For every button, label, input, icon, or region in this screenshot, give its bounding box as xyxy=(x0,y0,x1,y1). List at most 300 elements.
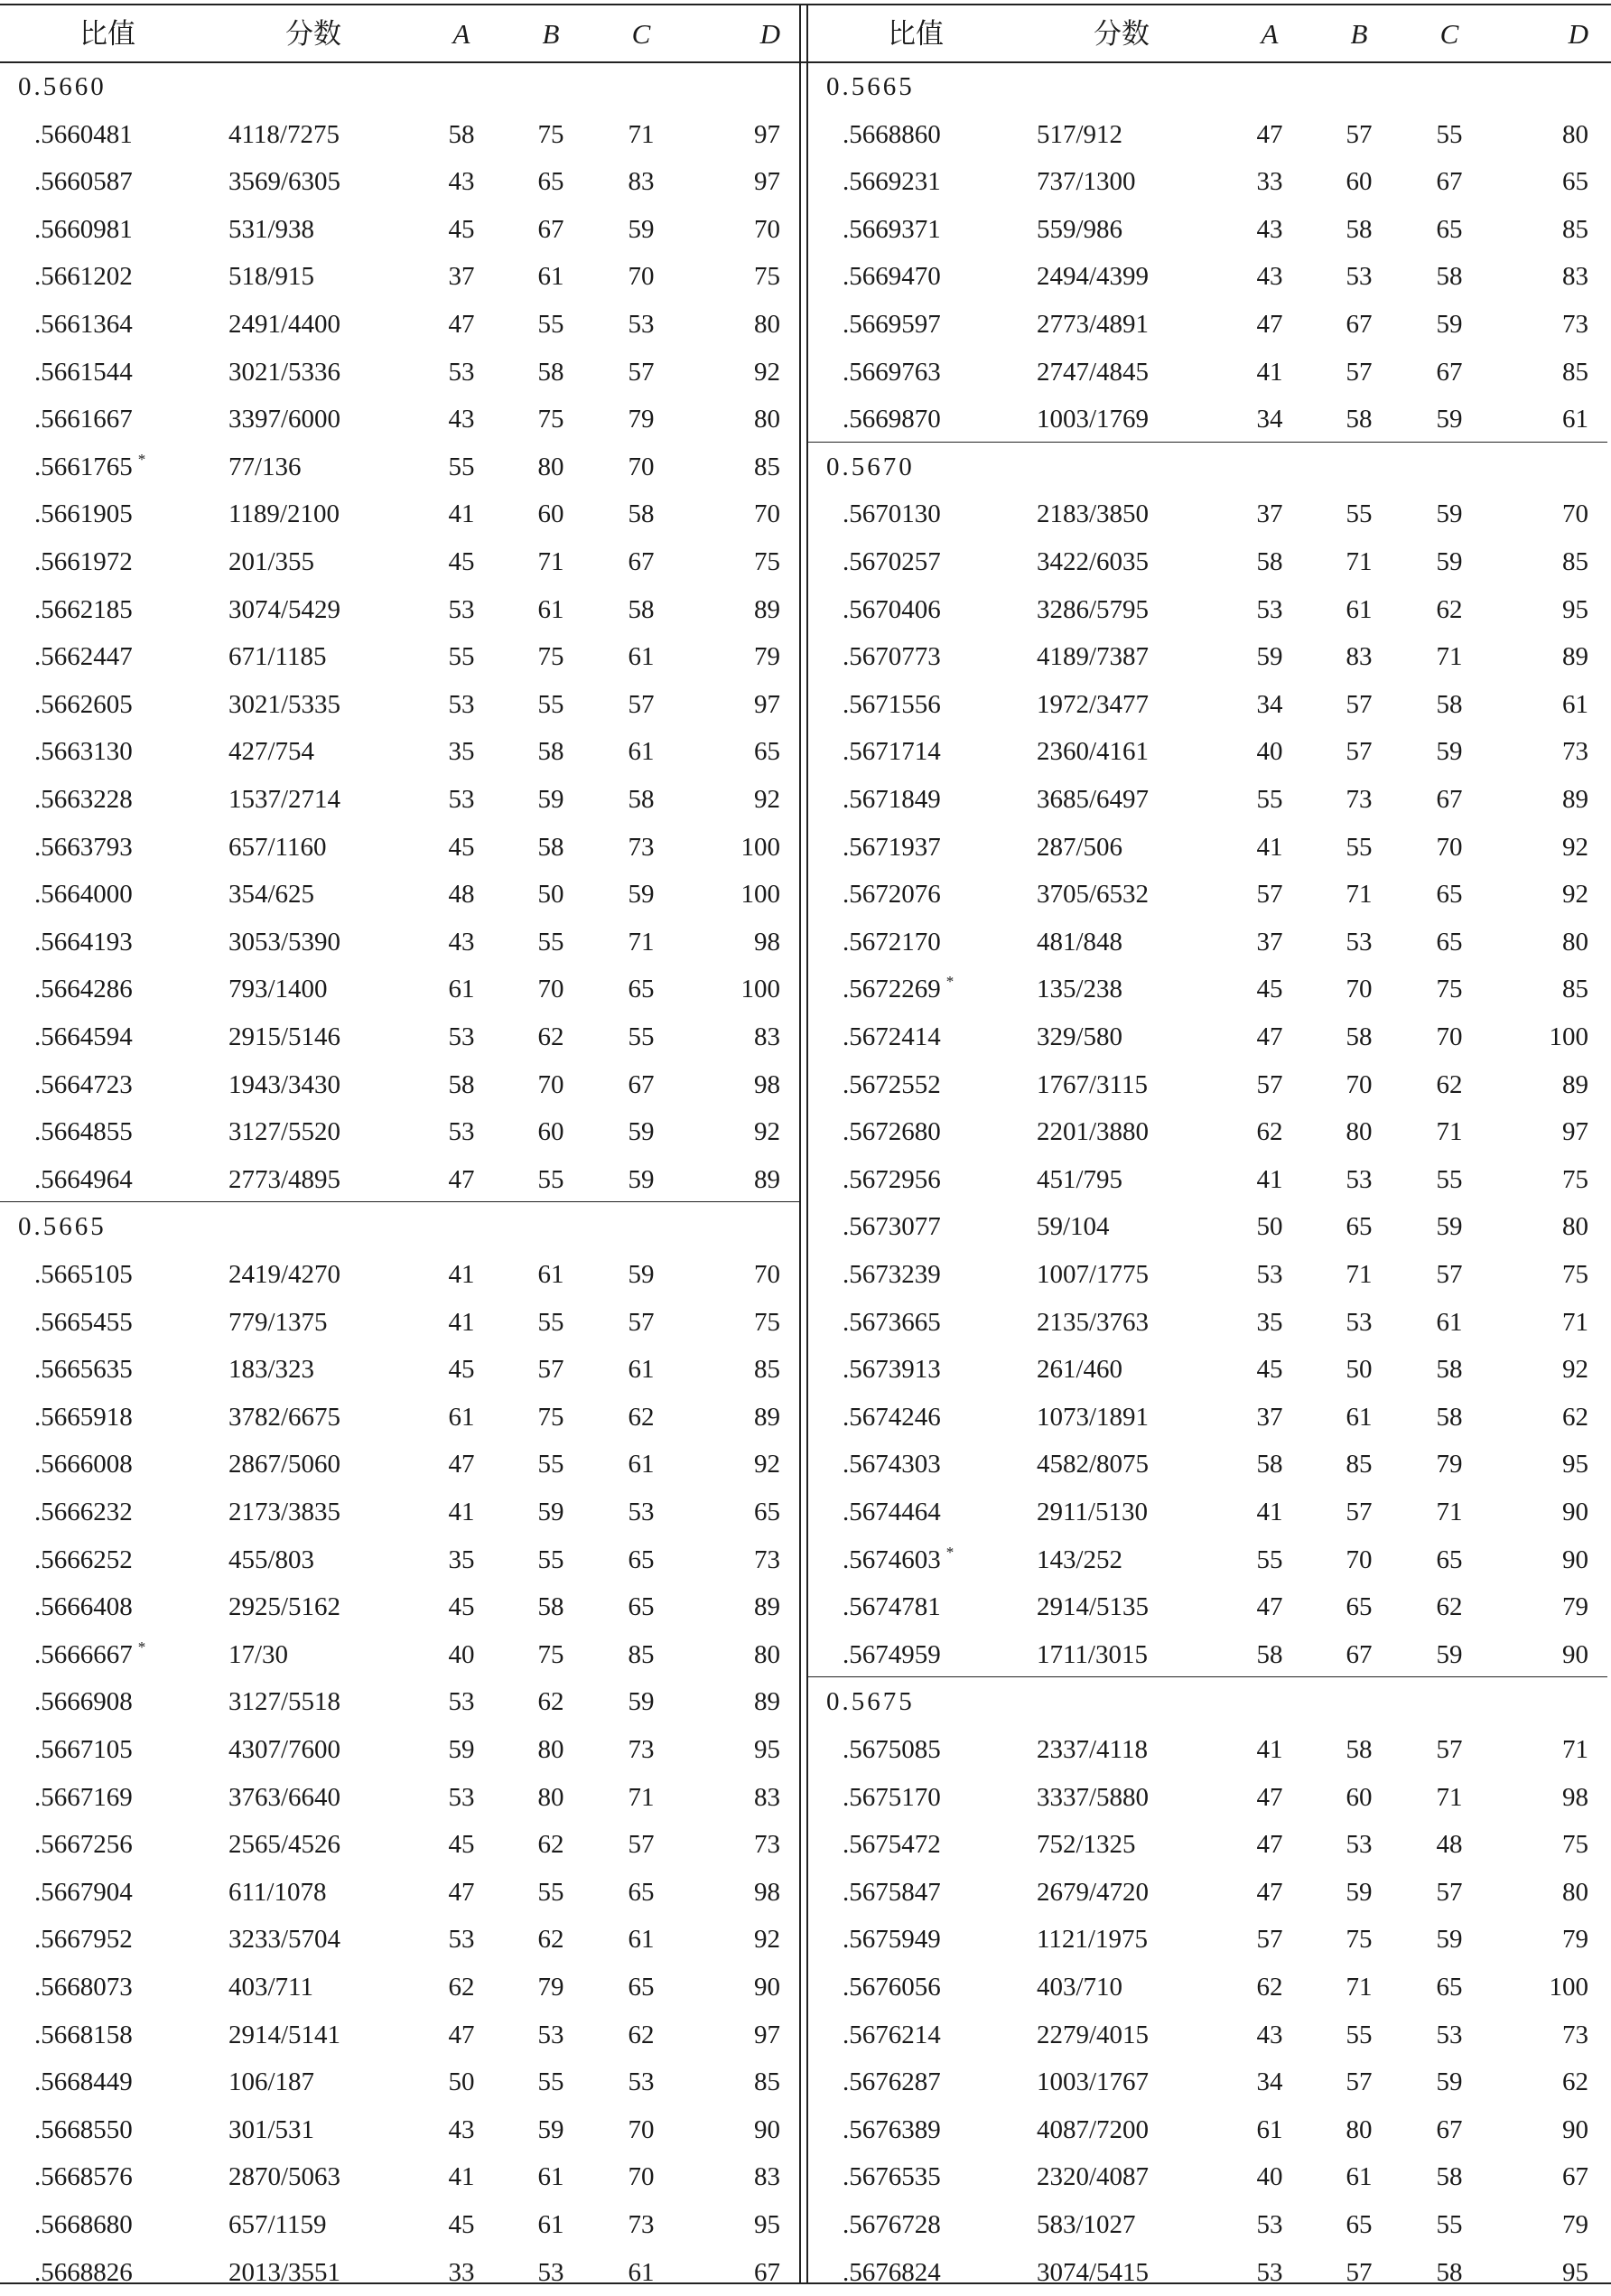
a-value: 47 xyxy=(1256,310,1283,339)
b-value: 70 xyxy=(1346,1545,1373,1574)
ratio-value xyxy=(843,538,941,585)
d-value: 70 xyxy=(754,1260,780,1289)
ratio-text: .5676535 xyxy=(843,2162,941,2191)
ratio-text: .5672269 xyxy=(843,975,941,1003)
ratio-value xyxy=(843,206,941,253)
ratio-value xyxy=(34,490,133,537)
d-value: 70 xyxy=(1562,499,1588,528)
ratio-text: .5666008 xyxy=(34,1450,133,1479)
a-value: 45 xyxy=(448,833,475,862)
c-value: 59 xyxy=(1436,405,1463,434)
fraction-value: 518/915 xyxy=(228,262,315,291)
d-value: 97 xyxy=(754,167,780,196)
d-value: 92 xyxy=(754,1117,780,1146)
fraction-value: 3337/5880 xyxy=(1037,1783,1150,1812)
header-ratio: 比值 xyxy=(888,18,944,50)
b-value: 57 xyxy=(1346,737,1373,766)
ratio-value xyxy=(843,301,941,348)
d-value: 75 xyxy=(754,262,780,291)
c-value: 65 xyxy=(628,1878,655,1907)
ratio-text: .5675949 xyxy=(843,1925,941,1954)
ratio-value xyxy=(843,490,941,537)
ratio-text: .5667904 xyxy=(34,1878,133,1907)
ratio-text: .5672076 xyxy=(843,880,941,909)
ratio-value xyxy=(843,2011,941,2058)
fraction-value: 4118/7275 xyxy=(228,120,340,149)
c-value: 67 xyxy=(1436,785,1463,814)
fraction-value: 4307/7600 xyxy=(228,1735,341,1764)
fraction-value: 3127/5518 xyxy=(228,1687,341,1716)
ratio-value xyxy=(34,1964,133,2011)
b-value: 53 xyxy=(537,2021,564,2049)
header-d: D xyxy=(759,18,780,50)
a-value: 45 xyxy=(448,1355,475,1384)
ratio-text: .5668826 xyxy=(34,2258,133,2287)
c-value: 59 xyxy=(1436,1212,1463,1241)
fraction-value: 17/30 xyxy=(228,1640,289,1669)
fraction-value: 2135/3763 xyxy=(1037,1308,1150,1337)
fraction-value: 201/355 xyxy=(228,547,315,576)
fraction-value: 3233/5704 xyxy=(228,1925,341,1954)
a-value: 53 xyxy=(448,595,475,624)
d-value: 100 xyxy=(1549,1022,1588,1051)
d-value: 73 xyxy=(754,1830,780,1859)
c-value: 61 xyxy=(628,737,655,766)
b-value: 67 xyxy=(1346,310,1373,339)
fraction-value: 779/1375 xyxy=(228,1308,328,1337)
d-value: 62 xyxy=(1562,2067,1588,2096)
a-value: 55 xyxy=(448,453,475,481)
a-value: 58 xyxy=(448,1070,475,1099)
ratio-value xyxy=(843,871,941,918)
b-value: 58 xyxy=(1346,1022,1373,1051)
group-label: 0.5675 xyxy=(826,1687,915,1716)
ratio-value xyxy=(34,633,133,680)
fraction-value: 2925/5162 xyxy=(228,1592,341,1621)
ratio-value xyxy=(843,1726,941,1773)
a-value: 50 xyxy=(1256,1212,1283,1241)
c-value: 55 xyxy=(1436,1165,1463,1194)
fraction-value: 1943/3430 xyxy=(228,1070,341,1099)
a-value: 40 xyxy=(1256,737,1283,766)
c-value: 73 xyxy=(628,833,655,862)
d-value: 85 xyxy=(754,453,780,481)
ratio-value xyxy=(34,1916,133,1963)
d-value: 75 xyxy=(1562,1260,1588,1289)
c-value: 58 xyxy=(1436,690,1463,719)
fraction-value: 2183/3850 xyxy=(1037,499,1150,528)
a-value: 48 xyxy=(448,880,475,909)
d-value: 79 xyxy=(754,642,780,671)
d-value: 83 xyxy=(754,1783,780,1812)
fraction-value: 1007/1775 xyxy=(1037,1260,1150,1289)
d-value: 90 xyxy=(1562,1498,1588,1526)
fraction-value: 106/187 xyxy=(228,2067,315,2096)
b-value: 62 xyxy=(537,1687,564,1716)
b-value: 57 xyxy=(537,1355,564,1384)
fraction-value: 611/1078 xyxy=(228,1878,327,1907)
d-value: 80 xyxy=(754,310,780,339)
fraction-value: 583/1027 xyxy=(1037,2210,1136,2239)
c-value: 59 xyxy=(628,215,655,244)
b-value: 59 xyxy=(537,2115,564,2144)
d-value: 89 xyxy=(1562,1070,1588,1099)
fraction-value: 451/795 xyxy=(1037,1165,1123,1194)
fraction-value: 455/803 xyxy=(228,1545,315,1574)
b-value: 70 xyxy=(1346,975,1373,1003)
ratio-value xyxy=(34,1869,133,1916)
ratio-text: .5670773 xyxy=(843,642,941,671)
fraction-value: 3021/5336 xyxy=(228,358,341,387)
b-value: 58 xyxy=(537,1592,564,1621)
d-value: 90 xyxy=(1562,1640,1588,1669)
d-value: 75 xyxy=(1562,1165,1588,1194)
ratio-text: .5660981 xyxy=(34,215,133,244)
d-value: 73 xyxy=(1562,2021,1588,2049)
c-value: 70 xyxy=(1436,1022,1463,1051)
fraction-value: 1972/3477 xyxy=(1037,690,1150,719)
ratio-value xyxy=(843,1013,941,1060)
c-value: 79 xyxy=(1436,1450,1463,1479)
a-value: 53 xyxy=(448,690,475,719)
a-value: 43 xyxy=(448,2115,475,2144)
d-value: 92 xyxy=(1562,1355,1588,1384)
ratio-value xyxy=(843,2153,941,2200)
ratio-text: .5666252 xyxy=(34,1545,133,1574)
d-value: 62 xyxy=(1562,1403,1588,1432)
d-value: 67 xyxy=(754,2258,780,2287)
ratio-value xyxy=(34,538,133,585)
c-value: 55 xyxy=(1436,120,1463,149)
d-value: 92 xyxy=(754,785,780,814)
c-value: 58 xyxy=(1436,2258,1463,2287)
asterisk-mark: * xyxy=(945,973,954,990)
d-value: 98 xyxy=(754,1070,780,1099)
a-value: 37 xyxy=(1256,1403,1283,1432)
c-value: 65 xyxy=(628,975,655,1003)
header-d: D xyxy=(1568,18,1588,50)
a-value: 47 xyxy=(448,1878,475,1907)
ratio-text: .5671849 xyxy=(843,785,941,814)
ratio-value xyxy=(843,396,941,443)
ratio-text: .5667952 xyxy=(34,1925,133,1954)
a-value: 61 xyxy=(1256,2115,1283,2144)
a-value: 55 xyxy=(1256,1545,1283,1574)
a-value: 61 xyxy=(448,1403,475,1432)
ratio-text: .5675085 xyxy=(843,1735,941,1764)
ratio-text: .5661202 xyxy=(34,262,133,291)
fraction-value: 143/252 xyxy=(1037,1545,1123,1574)
ratio-value xyxy=(843,1774,941,1821)
d-value: 85 xyxy=(1562,215,1588,244)
c-value: 62 xyxy=(1436,1070,1463,1099)
ratio-text: .5663793 xyxy=(34,833,133,862)
c-value: 58 xyxy=(1436,1403,1463,1432)
c-value: 62 xyxy=(628,1403,655,1432)
d-value: 92 xyxy=(1562,880,1588,909)
ratio-text: .5660481 xyxy=(34,120,133,149)
ratio-text: .5660587 xyxy=(34,167,133,196)
a-value: 45 xyxy=(448,215,475,244)
ratio-text: .5667256 xyxy=(34,1830,133,1859)
header-fraction: 分数 xyxy=(285,18,341,50)
fraction-value: 301/531 xyxy=(228,2115,315,2144)
ratio-value xyxy=(843,1536,954,1583)
c-value: 58 xyxy=(628,785,655,814)
ratio-text: .5672552 xyxy=(843,1070,941,1099)
fraction-value: 657/1160 xyxy=(228,833,327,862)
ratio-text: .5665635 xyxy=(34,1355,133,1384)
a-value: 53 xyxy=(1256,1260,1283,1289)
fraction-value: 1537/2714 xyxy=(228,785,341,814)
c-value: 71 xyxy=(628,1783,655,1812)
ratio-value xyxy=(843,1869,941,1916)
ratio-text: .5675472 xyxy=(843,1830,941,1859)
ratio-value xyxy=(34,1678,133,1725)
fraction-value: 403/710 xyxy=(1037,1973,1123,2002)
ratio-value xyxy=(34,1013,133,1060)
a-value: 47 xyxy=(1256,1878,1283,1907)
c-value: 65 xyxy=(628,1592,655,1621)
b-value: 75 xyxy=(537,405,564,434)
b-value: 62 xyxy=(537,1830,564,1859)
group-label: 0.5660 xyxy=(18,72,107,101)
a-value: 43 xyxy=(448,405,475,434)
d-value: 67 xyxy=(1562,2162,1588,2191)
ratio-value xyxy=(843,2106,941,2153)
a-value: 40 xyxy=(1256,2162,1283,2191)
c-value: 61 xyxy=(628,1925,655,1954)
ratio-text: .5672414 xyxy=(843,1022,941,1051)
ratio-value xyxy=(34,1061,133,1108)
fraction-value: 2914/5141 xyxy=(228,2021,341,2049)
b-value: 75 xyxy=(1346,1925,1373,1954)
fraction-value: 1711/3015 xyxy=(1037,1640,1148,1669)
b-value: 58 xyxy=(537,358,564,387)
b-value: 67 xyxy=(537,215,564,244)
column-divider-right xyxy=(806,4,808,2284)
ratio-value xyxy=(34,111,133,158)
ratio-value xyxy=(843,349,941,396)
d-value: 83 xyxy=(754,1022,780,1051)
a-value: 47 xyxy=(448,1165,475,1194)
fraction-value: 2320/4087 xyxy=(1037,2162,1150,2191)
b-value: 60 xyxy=(1346,1783,1373,1812)
header-a: A xyxy=(452,18,470,50)
d-value: 92 xyxy=(1562,833,1588,862)
c-value: 67 xyxy=(1436,167,1463,196)
b-value: 57 xyxy=(1346,690,1373,719)
d-value: 97 xyxy=(754,120,780,149)
c-value: 62 xyxy=(628,2021,655,2049)
d-value: 61 xyxy=(1562,405,1588,434)
fraction-value: 752/1325 xyxy=(1037,1830,1136,1859)
d-value: 70 xyxy=(754,499,780,528)
d-value: 98 xyxy=(1562,1783,1588,1812)
ratio-value xyxy=(843,1061,941,1108)
b-value: 59 xyxy=(537,1498,564,1526)
d-value: 85 xyxy=(1562,358,1588,387)
ratio-value xyxy=(843,1916,941,1963)
ratio-value xyxy=(34,206,133,253)
d-value: 80 xyxy=(754,1640,780,1669)
a-value: 55 xyxy=(448,642,475,671)
fraction-value: 403/711 xyxy=(228,1973,313,2002)
ratio-value xyxy=(34,1108,133,1155)
d-value: 97 xyxy=(754,2021,780,2049)
fraction-value: 2337/4118 xyxy=(1037,1735,1148,1764)
b-value: 53 xyxy=(1346,1830,1373,1859)
b-value: 71 xyxy=(1346,547,1373,576)
ratio-value xyxy=(843,1489,941,1535)
fraction-value: 2494/4399 xyxy=(1037,262,1150,291)
fraction-value: 183/323 xyxy=(228,1355,315,1384)
ratio-text: .5669870 xyxy=(843,405,941,434)
fraction-value: 2773/4895 xyxy=(228,1165,341,1194)
d-value: 95 xyxy=(1562,2258,1588,2287)
d-value: 80 xyxy=(1562,1212,1588,1241)
ratio-value xyxy=(843,1964,941,2011)
ratio-text: .5673077 xyxy=(843,1212,941,1241)
d-value: 95 xyxy=(1562,1450,1588,1479)
d-value: 61 xyxy=(1562,690,1588,719)
ratio-text: .5676214 xyxy=(843,2021,941,2049)
ratio-value xyxy=(843,253,941,300)
b-value: 61 xyxy=(537,2162,564,2191)
ratio-text: .5669231 xyxy=(843,167,941,196)
a-value: 53 xyxy=(1256,2210,1283,2239)
b-value: 73 xyxy=(1346,785,1373,814)
c-value: 71 xyxy=(1436,1117,1463,1146)
ratio-value xyxy=(843,966,954,1013)
b-value: 57 xyxy=(1346,358,1373,387)
a-value: 37 xyxy=(448,262,475,291)
a-value: 47 xyxy=(1256,1592,1283,1621)
c-value: 65 xyxy=(1436,880,1463,909)
a-value: 43 xyxy=(1256,215,1283,244)
c-value: 58 xyxy=(628,595,655,624)
fraction-value: 1121/1975 xyxy=(1037,1925,1148,1954)
ratio-text: .5664723 xyxy=(34,1070,133,1099)
d-value: 75 xyxy=(1562,1830,1588,1859)
d-value: 89 xyxy=(754,1687,780,1716)
b-value: 61 xyxy=(537,2210,564,2239)
ratio-text: .5661972 xyxy=(34,547,133,576)
ratio-text: .5662185 xyxy=(34,595,133,624)
fraction-value: 3074/5429 xyxy=(228,595,341,624)
group-label: 0.5665 xyxy=(826,72,915,101)
b-value: 55 xyxy=(1346,499,1373,528)
ratio-value xyxy=(843,2058,941,2105)
a-value: 53 xyxy=(448,1117,475,1146)
ratio-text: .5674464 xyxy=(843,1498,941,1526)
c-value: 59 xyxy=(1436,547,1463,576)
b-value: 70 xyxy=(537,975,564,1003)
c-value: 70 xyxy=(628,2115,655,2144)
ratio-value xyxy=(34,2058,133,2105)
ratio-text: .5668576 xyxy=(34,2162,133,2191)
a-value: 37 xyxy=(1256,499,1283,528)
d-value: 80 xyxy=(1562,120,1588,149)
b-value: 75 xyxy=(537,642,564,671)
top-rule xyxy=(0,4,1611,5)
ratio-value xyxy=(34,1774,133,1821)
fraction-value: 2201/3880 xyxy=(1037,1117,1150,1146)
column-divider-left xyxy=(799,4,801,2284)
fraction-value: 3286/5795 xyxy=(1037,595,1150,624)
ratio-value xyxy=(843,111,941,158)
a-value: 34 xyxy=(1256,2067,1283,2096)
c-value: 53 xyxy=(628,1498,655,1526)
ratio-text: .5671937 xyxy=(843,833,941,862)
ratio-value xyxy=(843,2249,941,2296)
c-value: 70 xyxy=(628,2162,655,2191)
ratio-value xyxy=(34,776,133,823)
b-value: 70 xyxy=(537,1070,564,1099)
fraction-value: 1003/1769 xyxy=(1037,405,1150,434)
b-value: 55 xyxy=(537,1878,564,1907)
ratio-value xyxy=(34,1726,133,1773)
a-value: 41 xyxy=(448,2162,475,2191)
ratio-text: .5666408 xyxy=(34,1592,133,1621)
d-value: 85 xyxy=(754,2067,780,2096)
ratio-text: .5667169 xyxy=(34,1783,133,1812)
ratio-text: .5669763 xyxy=(843,358,941,387)
fraction-value: 3397/6000 xyxy=(228,405,341,434)
ratio-value xyxy=(34,301,133,348)
a-value: 58 xyxy=(448,120,475,149)
b-value: 58 xyxy=(1346,405,1373,434)
c-value: 83 xyxy=(628,167,655,196)
c-value: 53 xyxy=(1436,2021,1463,2049)
ratio-text: .5676728 xyxy=(843,2210,941,2239)
fraction-value: 2915/5146 xyxy=(228,1022,341,1051)
d-value: 73 xyxy=(754,1545,780,1574)
a-value: 45 xyxy=(1256,975,1283,1003)
ratio-text: .5661667 xyxy=(34,405,133,434)
a-value: 41 xyxy=(1256,833,1283,862)
a-value: 57 xyxy=(1256,1070,1283,1099)
d-value: 79 xyxy=(1562,1592,1588,1621)
ratio-text: .5662605 xyxy=(34,690,133,719)
d-value: 80 xyxy=(754,405,780,434)
ratio-value xyxy=(34,728,133,775)
a-value: 47 xyxy=(1256,1022,1283,1051)
b-value: 85 xyxy=(1346,1450,1373,1479)
b-value: 55 xyxy=(537,310,564,339)
ratio-text: .5671556 xyxy=(843,690,941,719)
ratio-value xyxy=(843,1631,941,1678)
fraction-value: 3685/6497 xyxy=(1037,785,1150,814)
d-value: 85 xyxy=(1562,975,1588,1003)
a-value: 40 xyxy=(448,1640,475,1669)
ratio-text: .5666232 xyxy=(34,1498,133,1526)
c-value: 61 xyxy=(628,642,655,671)
b-value: 83 xyxy=(1346,642,1373,671)
a-value: 41 xyxy=(448,499,475,528)
c-value: 55 xyxy=(628,1022,655,1051)
a-value: 58 xyxy=(1256,1640,1283,1669)
d-value: 73 xyxy=(1562,737,1588,766)
ratio-text: .5670257 xyxy=(843,547,941,576)
a-value: 41 xyxy=(1256,1165,1283,1194)
c-value: 57 xyxy=(1436,1735,1463,1764)
header-fraction: 分数 xyxy=(1094,18,1150,50)
a-value: 47 xyxy=(1256,1830,1283,1859)
b-value: 65 xyxy=(537,167,564,196)
b-value: 58 xyxy=(537,833,564,862)
b-value: 50 xyxy=(537,880,564,909)
